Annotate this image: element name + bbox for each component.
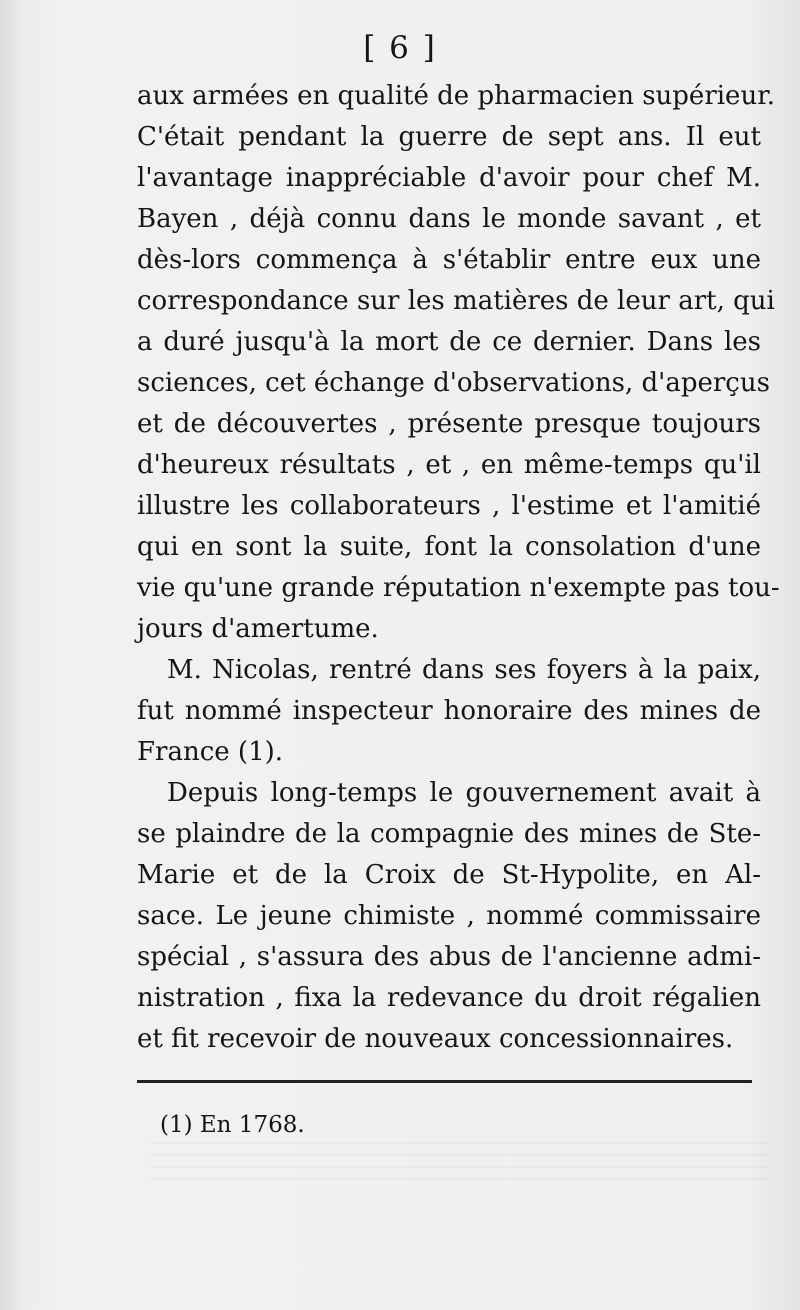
text-line: Marie et de la Croix de St-Hypolite, en Al- — [137, 860, 761, 890]
page-number: [ 6 ] — [363, 30, 437, 66]
text-line: nistration , fixa la redevance du droit régalien — [137, 983, 761, 1013]
text-line: correspondance sur les matières de leur art, qui — [137, 286, 775, 316]
text-line: se plaindre de la compagnie des mines de Ste- — [137, 819, 761, 849]
text-line: C'était pendant la guerre de sept ans. Il eut — [137, 122, 761, 152]
text-line: jours d'amertume. — [137, 614, 379, 644]
text-line: M. Nicolas, rentré dans ses foyers à la paix, — [167, 655, 761, 685]
bleed-through-texture — [150, 1140, 770, 1180]
text-line: et fit recevoir de nouveaux concessionnaires. — [137, 1024, 734, 1054]
text-line: et de découvertes , présente presque toujours — [137, 409, 761, 439]
text-line: France (1). — [137, 737, 284, 767]
text-line: qui en sont la suite, font la consolation d'une — [137, 532, 761, 562]
body-text — [137, 76, 780, 1060]
text-line: d'heureux résultats , et , en même-temps qu'il — [137, 450, 761, 480]
text-line: Depuis long-temps le gouvernement avait à — [167, 778, 761, 808]
text-line: sciences, cet échange d'observations, d'aperçus — [137, 368, 770, 398]
text-line: sace. Le jeune chimiste , nommé commissaire — [137, 901, 761, 931]
text-line: l'avantage inappréciable d'avoir pour chef M. — [137, 163, 761, 193]
text-line: vie qu'une grande réputation n'exempte pas tou- — [137, 573, 780, 603]
footnote: (1) En 1768. — [160, 1112, 305, 1138]
text-line: Bayen , déjà connu dans le monde savant , et — [137, 204, 761, 234]
text-line: fut nommé inspecteur honoraire des mines de — [137, 696, 761, 726]
text-line: illustre les collaborateurs , l'estime et l'amitié — [137, 491, 761, 521]
footnote-rule — [137, 1080, 752, 1083]
text-line: aux armées en qualité de pharmacien supérieur. — [137, 81, 776, 111]
text-line: dès-lors commença à s'établir entre eux une — [137, 245, 761, 275]
text-line: spécial , s'assura des abus de l'ancienne admi- — [137, 942, 761, 972]
text-line: a duré jusqu'à la mort de ce dernier. Dans les — [137, 327, 761, 357]
